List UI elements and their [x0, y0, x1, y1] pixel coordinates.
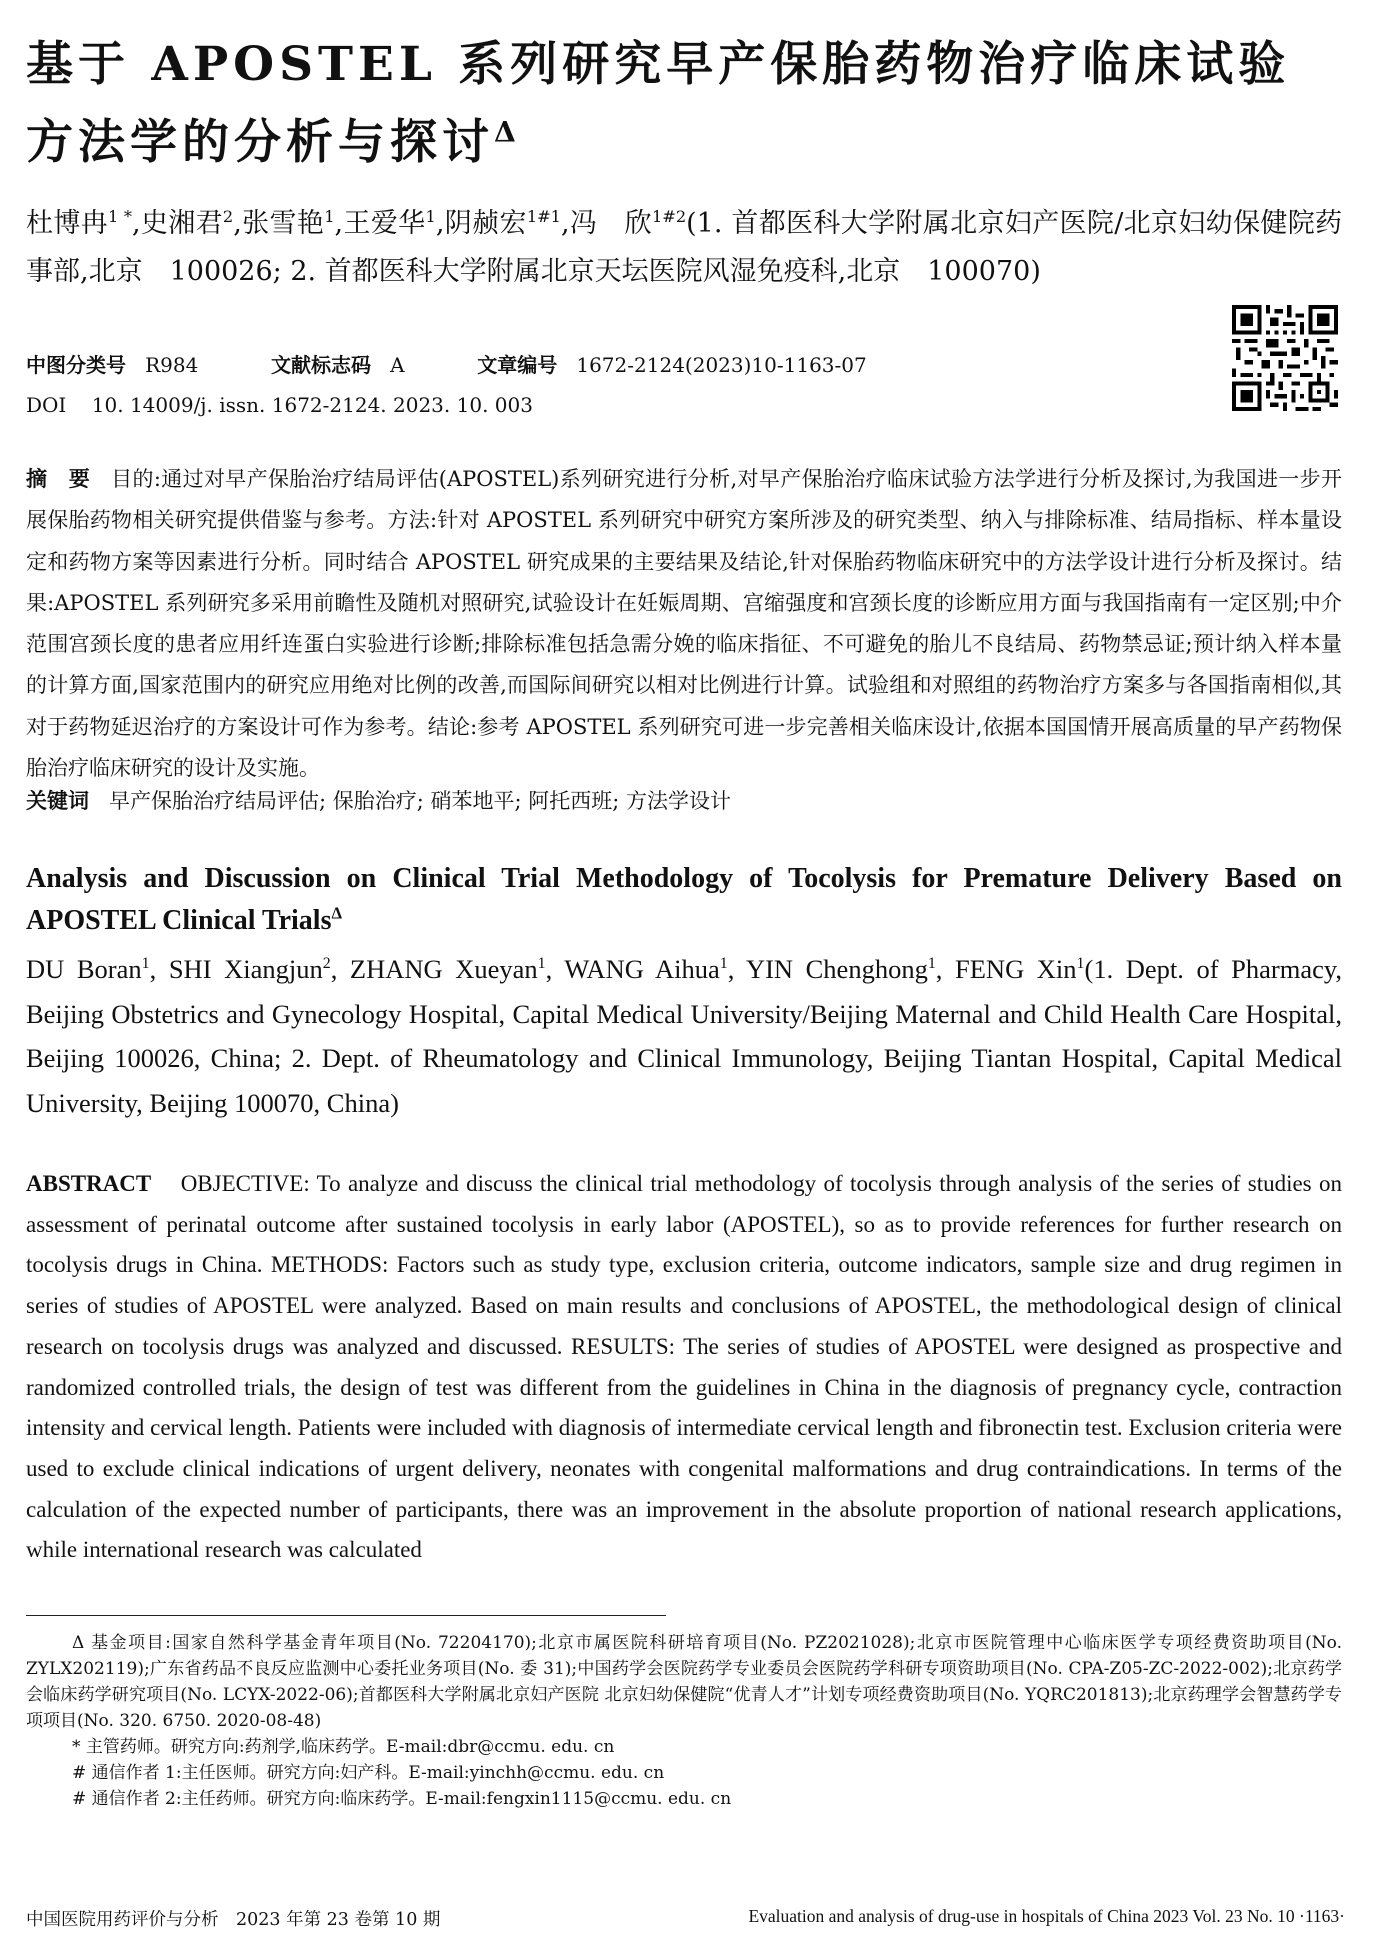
doc-code-label: 文献标志码: [271, 353, 372, 377]
chinese-title-text: 基于 APOSTEL 系列研究早产保胎药物治疗临床试验方法学的分析与探讨: [26, 37, 1291, 170]
author-cn-4: 王爱华: [343, 208, 426, 239]
author-cn-6-sup: 1#2: [651, 207, 687, 226]
article-no-label: 文章编号: [477, 353, 558, 377]
doi-value: 10. 14009/j. issn. 1672-2124. 2023. 10. 003: [91, 393, 533, 417]
english-abstract-text: OBJECTIVE: To analyze and discuss the clinical trial methodology of tocolysis through analysis of the series of studies on assessment of perinatal outcome after sustained tocolysis in early labor (APOSTEL), so as to provide references for further research on tocolysis drugs in China. METHODS: Factors such as study type, exclusion criteria, outcome indicators, sample size and drug regimen in series of studies of APOSTEL were analyzed. Based on main results and conclusions of APOSTEL, the methodological design of clinical research on tocolysis drugs was analyzed and discussed. RESULTS: The series of studies of APOSTEL were designed as prospective and randomized controlled trials, the design of test was different from the guidelines in China in the diagnosis of pregnancy cycle, contraction intensity and cervical length. Patients were included with diagnosis of intermediate cervical length and fibronectin test. Exclusion criteria were used to exclude clinical indications of urgent delivery, neonates with congenital malformations and drug contraindications. In terms of the calculation of the expected number of participants, there was an improvement in the absolute proportion of national research applications, while international research was calculated: [26, 1171, 1342, 1563]
clc-label: 中图分类号: [26, 353, 126, 377]
affiliations-en: (1. Dept. of Pharmacy, Beijing Obstetrics and Gynecology Hospital, Capital Medical University/Beijing Maternal and Child Health Care Hospital, Beijing 100026, China; 2. Dept. of Rheumatology and Clinical Immunology, Beijing Tiantan Hospital, Capital Medical University, Beijing 100070, China): [26, 954, 1343, 1118]
footnote-corresponding-1: # 通信作者 1:主任医师。研究方向:妇产科。E-mail:yinchh@ccmu. edu. cn: [72, 1763, 665, 1783]
meta-line-1: [26, 345, 1342, 385]
author-cn-1: 杜博冉: [26, 208, 109, 239]
author-cn-2: 史湘君: [140, 208, 223, 239]
author-en-4-sup: 1: [719, 955, 728, 973]
article-meta: [26, 345, 1342, 425]
article-no-value: 1672-2124(2023)10-1163-07: [576, 353, 867, 377]
footnote-corresponding-2: # 通信作者 2:主任药师。研究方向:临床药学。E-mail:fengxin1115@ccmu. edu. cn: [72, 1789, 732, 1809]
chinese-authors: 杜博冉$^{1 *}$,史湘君$^2$,张雪艳$^1$,王爱华$^1$,阴赪宏$^{1\#1}$,冯 欣$^{1\#2}$(1. 首都医科大学附属北京妇产医院/北京妇幼保健院药事部,北京 100026; 2. 首都医科大学附属北京天坛医院风湿免疫科,北京 100070): [26, 207, 1343, 287]
footnotes: [26, 1630, 1342, 1812]
author-en-5: YIN Chenghong: [745, 954, 928, 984]
chinese-abstract-text: 目的:通过对早产保胎治疗结局评估(APOSTEL)系列研究进行分析,对早产保胎治疗临床试验方法学进行分析及探讨,为我国进一步开展保胎药物相关研究提供借鉴与参考。方法:针对 APOSTEL 系列研究中研究方案所涉及的研究类型、纳入与排除标准、结局指标、样本量设定和药物方案等因素进行分析。同时结合 APOSTEL 研究成果的主要结果及结论,针对保胎药物临床研究中的方法学设计进行分析及探讨。结果:APOSTEL 系列研究多采用前瞻性及随机对照研究,试验设计在妊娠周期、宫缩强度和宫颈长度的诊断应用方面与我国指南有一定区别;中介范围宫颈长度的患者应用纤连蛋白实验进行诊断;排除标准包括急需分娩的临床指征、不可避免的胎儿不良结局、药物禁忌证;预计纳入样本量的计算方面,国家范围内的研究应用绝对比例的改善,而国际间研究以相对比例进行计算。试验组和对照组的药物治疗方案多与各国指南相似,其对于药物延迟治疗的方案设计可作为参考。结论:参考 APOSTEL 系列研究可进一步完善相关临床设计,依据本国国情开展高质量的早产药物保胎治疗临床研究的设计及实施。: [26, 467, 1342, 781]
chinese-title-mark: Δ: [494, 115, 521, 149]
author-en-1-sup: 1: [141, 955, 150, 973]
doi-label: DOI: [26, 393, 67, 417]
footnote-first-author: * 主管药师。研究方向:药剂学,临床药学。E-mail:dbr@ccmu. edu. cn: [72, 1737, 615, 1757]
author-en-1: DU Boran: [26, 954, 142, 984]
chinese-keywords: [26, 783, 1342, 819]
author-en-4: WANG Aihua: [564, 954, 720, 984]
chinese-abstract-label: 摘 要: [26, 466, 91, 491]
qr-code-icon: [1232, 305, 1338, 411]
author-en-5-sup: 1: [927, 955, 936, 973]
doc-code-value: A: [390, 353, 405, 377]
author-cn-5-sup: 1#1: [526, 207, 561, 226]
footnote-rule: [26, 1615, 666, 1616]
author-cn-2-sup: 2: [222, 207, 234, 226]
english-authors: DU Boran$^1$, SHI Xiangjun$^2$, ZHANG Xueyan$^1$, WANG Aihua$^1$, YIN Chenghong$^1$, FENG Xin$^1$(1. Dept. of Pharmacy, Beijing Obstetrics and Gynecology Hospital, Capital Medical University/Beijing Maternal and Child Health Care Hospital, Beijing 100026, China; 2. Dept. of Rheumatology and Clinical Immunology, Beijing Tiantan Hospital, Capital Medical University, Beijing 100070, China): [26, 954, 1343, 1118]
author-en-2: SHI Xiangjun: [168, 954, 323, 984]
author-cn-5: 阴赪宏: [444, 208, 527, 239]
english-abstract: [26, 1164, 1342, 1571]
author-en-6-sup: 1: [1076, 955, 1085, 973]
english-abstract-label: ABSTRACT: [26, 1171, 152, 1196]
chinese-title: [26, 26, 1342, 182]
author-cn-6: 冯 欣: [569, 208, 652, 239]
author-en-3: ZHANG Xueyan: [349, 954, 538, 984]
author-cn-1-sup: 1 *: [108, 207, 132, 226]
meta-line-2: [26, 385, 1342, 425]
clc-value: R984: [145, 353, 199, 377]
chinese-keywords-text: 早产保胎治疗结局评估; 保胎治疗; 硝苯地平; 阿托西班; 方法学设计: [109, 789, 732, 813]
english-title: [26, 858, 1342, 942]
author-cn-3-sup: 1: [324, 207, 335, 226]
author-en-6: FENG Xin: [955, 954, 1077, 984]
footnote-funding: Δ 基金项目:国家自然科学基金青年项目(No. 72204170);北京市属医院科研培育项目(No. PZ2021028);北京市医院管理中心临床医学专项经费资助项目(No. ZYLX202119);广东省药品不良反应监测中心委托业务项目(No. 委 31);中国药学会医院药学专业委员会医院药学科研专项资助项目(No. CPA-Z05-ZC-2022-002);北京药学会临床药学研究项目(No. LCYX-2022-06);首都医科大学附属北京妇产医院 北京妇幼保健院“优青人才”计划专项经费资助项目(No. YQRC201813);北京药理学会智慧药学专项项目(No. 320. 6750. 2020-08-48): [26, 1633, 1342, 1731]
chinese-keywords-label: 关键词: [26, 788, 89, 813]
english-title-text: Analysis and Discussion on Clinical Trial Methodology of Tocolysis for Premature Delivery Based on APOSTEL Clinical Trials: [26, 863, 1342, 936]
author-en-3-sup: 1: [537, 955, 546, 973]
running-footer-left: 中国医院用药评价与分析 2023 年第 23 卷第 10 期: [26, 1910, 441, 1930]
english-title-mark: Δ: [331, 903, 343, 923]
running-footer-right: Evaluation and analysis of drug-use in hospitals of China 2023 Vol. 23 No. 10 ·1163·: [748, 1906, 1345, 1926]
author-cn-3: 张雪艳: [241, 208, 325, 239]
author-en-2-sup: 2: [322, 955, 331, 973]
chinese-abstract: [26, 458, 1342, 789]
author-cn-4-sup: 1: [425, 207, 436, 226]
affiliations-cn: (1. 首都医科大学附属北京妇产医院/北京妇幼保健院药事部,北京 100026; 2. 首都医科大学附属北京天坛医院风湿免疫科,北京 100070): [26, 208, 1343, 287]
